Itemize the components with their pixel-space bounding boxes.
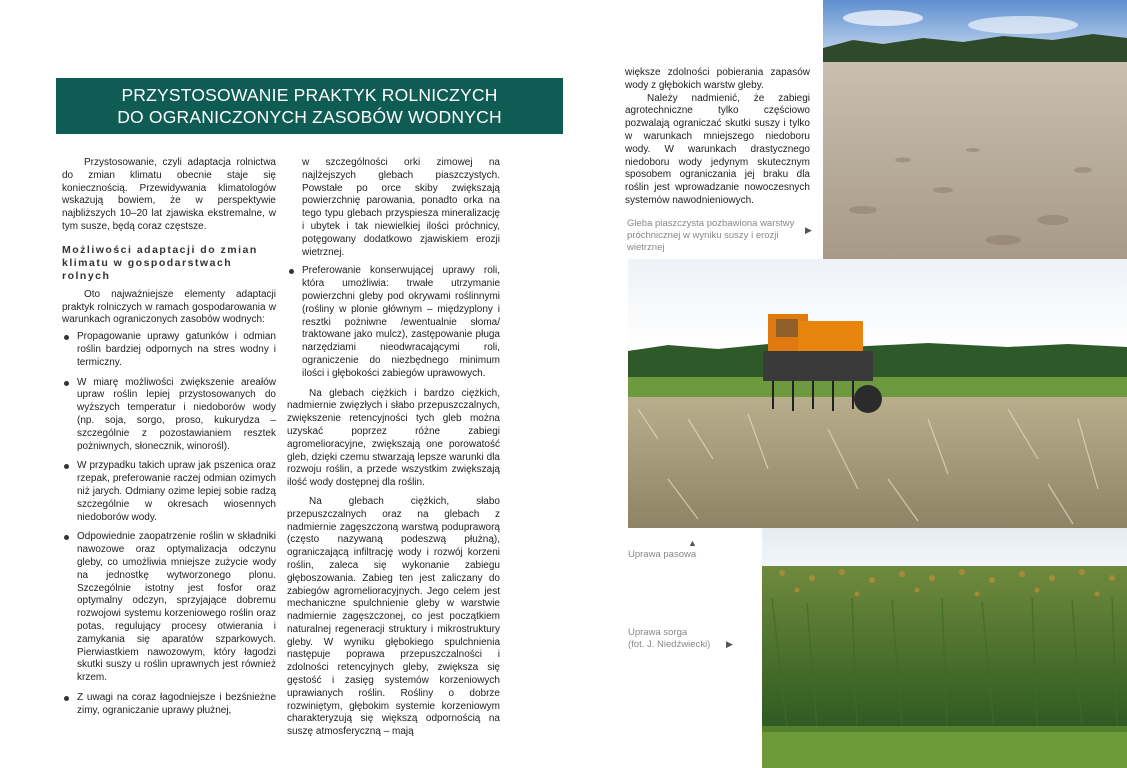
column-3 (625, 67, 810, 208)
list-item: Odpowiednie zaopatrzenie roślin w składniki nawozowe oraz optymalizacja odczynu gleby, co umożliwia mniejsze zużycie wody na jednostkę wytworzonego plonu. Szczególnie istotny jest fosfor oraz optymalny odczyn, sprzyjające dobremu rozwojowi systemu korzeniowego roślin oraz potas, regulujący procesy otwierania i zamykania się aparatów szparkowych. Pierwiastkiem nawozowym, który łagodzi skutki suszy u roślin uprawnych jest również krzem. (62, 531, 276, 685)
column-3-paragraph: Należy nadmienić, że zabiegi agrotechniczne tylko częściowo pozwalają ograniczać skutki suszy i tylko w warunkach mniejszego niedoboru wody. W warunkach drastycznego niedoboru wody jedynym skutecznym sposobem ograniczania jej braku dla roślin jest wprowadzanie nowoczesnych systemów nawodnieniowych. (625, 92, 810, 206)
photo-sandy-field (823, 0, 1127, 259)
list-item: Z uwagi na coraz łagodniejsze i bezśnieżne zimy, ograniczanie uprawy płużnej, (62, 692, 276, 718)
page-title (56, 78, 563, 134)
title-line-2: DO OGRANICZONYCH ZASOBÓW WODNYCH (117, 107, 502, 127)
subheading: Możliwości adaptacji do zmian klimatu w gospodarstwach rolnych (62, 243, 258, 282)
caption-sorghum-title: Uprawa sorga (628, 627, 688, 638)
subsoiling-paragraph: Na glebach ciężkich, słabo przepuszczalnych oraz na glebach z nadmiernie zagęszczoną warstwą podupraworą (często nazywaną podeszwą płużną), ograniczającą infiltrację wody i rozwój korzeni roślin, zaleca się wykonanie zabiegu głęboszowania. Zabieg ten jest zaliczany do zabiegów agromelioracyjnych. Jego celem jest mechaniczne spulchnienie gleby w warstwie nadmiernie zagęszczonej, co jest początkiem naturalnej regeneracji struktury i mikrostruktury gleby. W wyniku głębokiego spulchnienia następuje poprawa przepuszczalności i zdolności retencyjnych gleby, zwiększa się gęstość i zasięg systemów korzeniowych uprawianych roślin. Rośliny o dobrze rozwiniętym, głębokim systemie korzeniowym charakteryzują się większą odpornością na suszę atmosferyczną – mają (287, 495, 500, 738)
list-item: Preferowanie konserwującej uprawy roli, która umożliwia: trwałe utrzymanie powierzchni gleby pod okrywami roślinnymi (rośliny w plonie głównym – międzyplony i resztki pożniwne /ewentualnie słoma/ traktowane jako mulcz), zastępowanie pługa narzędziami nieodwracającymi roli, ograniczenie do niezbędnego minimum ilości i głębokości zabiegów uprawowych. (287, 265, 500, 380)
caption-sandy-soil: Gleba piaszczysta pozbawiona warstwy próchnicznej w wyniku suszy i erozji wietrznej (627, 218, 795, 253)
list-item: W przypadku takich upraw jak pszenica oraz rzepak, preferowanie raczej odmian ozimych niż jarych. Odmiany ozime lepiej sobie radzą szczególnie w okresach wiosennych niedoborów wody. (62, 460, 276, 524)
sandy-field-image (823, 0, 1127, 259)
sorghum-field-image (762, 528, 1127, 768)
column-3-text: większe zdolności pobierania zapasów wody z głębokich warstw gleby. (625, 67, 810, 91)
column-2-list (287, 265, 500, 380)
list-item: W miarę możliwości zwiększenie areałów upraw roślin lepiej przystosowanych do wyższych temperatur i niedoborów wody (np. soja, sorgo, proso, kukurydza – szczególnie z pozostawianiem resztek pożniwnych, słonecznik, winorośl). (62, 377, 276, 454)
arrow-up-icon: ▲ (688, 538, 697, 548)
caption-strip-cultivation: Uprawa pasowa (628, 549, 697, 560)
caption-sorghum (628, 627, 710, 651)
arrow-right-icon: ▶ (726, 639, 733, 649)
column-1 (62, 157, 276, 724)
list-item: Propagowanie uprawy gatunków i odmian roślin bardziej odpornych na stres wodny i termiczny. (62, 331, 276, 369)
intro-paragraph: Przystosowanie, czyli adaptacja rolnictwa do zmian klimatu obecnie staje się koniecznością. Przewidywania klimatologów wskazują bowiem, że w perspektywie najbliższych 10–20 lat zjawiska ekstremalne, w tym susze, będą coraz częstsze. (62, 157, 276, 232)
title-line-1: PRZYSTOSOWANIE PRAKTYK ROLNICZYCH (121, 85, 498, 105)
arrow-right-icon: ▶ (805, 225, 812, 235)
column-2 (287, 157, 500, 739)
strip-tillage-image (628, 259, 1127, 528)
adaptation-list (62, 331, 276, 717)
photo-strip-tillage (628, 259, 1127, 528)
continued-paragraph: w szczególności orki zimowej na najlżejszych glebach piaszczystych. Powstałe po orce skiby zwiększają powierzchnię parowania, ponadto orka na tego typu glebach przyspiesza mineralizację i ubytek i tak niewielkiej ilości próchnicy, potęgowany dodatkowo zjawiskiem erozji wietrznej. (302, 157, 500, 258)
caption-sorghum-credit: (fot. J. Niedźwiecki) (628, 639, 711, 650)
lead-paragraph: Oto najważniejsze elementy adaptacji praktyk rolniczych w ramach gospodarowania w warunkach ograniczonych zasobów wodnych: (62, 288, 276, 326)
photo-sorghum (762, 528, 1127, 768)
heavy-soils-paragraph: Na glebach ciężkich i bardzo ciężkich, nadmiernie zwięzłych i słabo przepuszczalnych, zwiększenie retencyjności tych gleb można uzyskać poprzez różne zabiegi agromelioracyjne, zwiększają one porowatość gleb, dzięki czemu stwarzają lepsze warunki dla rozwoju roślin, a przede wszystkim zwiększają ilość wody dostępnej dla roślin. (287, 387, 500, 489)
